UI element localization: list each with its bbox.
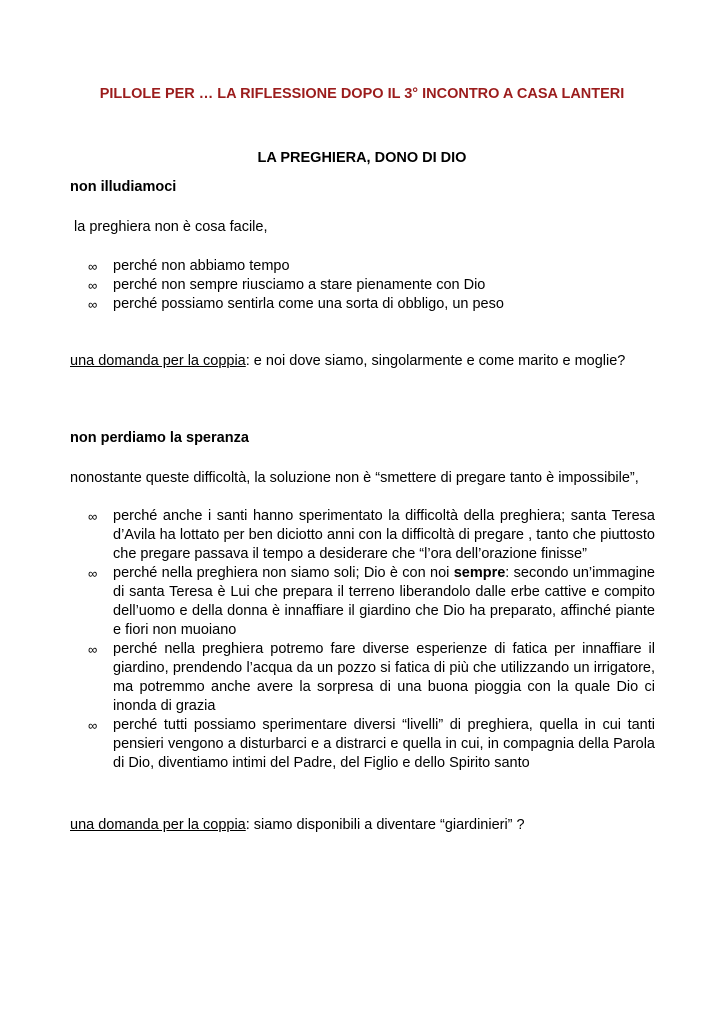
list-item: ∞ perché non sempre riusciamo a stare pienamente con Dio bbox=[88, 277, 486, 293]
section1-heading: non illudiamoci bbox=[70, 179, 177, 195]
infinity-bullet-icon: ∞ bbox=[88, 259, 98, 274]
emphasis-word: sempre bbox=[453, 565, 506, 581]
list-item: ∞ perché anche i santi hanno sperimentato la difficoltà della preghiera; santa Teresa d’Avila ha lottato per ben diciotto anni con la difficoltà di pregare , tanto che piuttosto che pregare passava il tempo a desiderare che “l’ora dell’orazione finisse” bbox=[88, 508, 655, 562]
document-title: PILLOLE PER … LA RIFLESSIONE DOPO IL 3° INCONTRO A CASA LANTERI bbox=[99, 86, 625, 102]
section1-intro: la preghiera non è cosa facile, bbox=[70, 219, 268, 235]
section1-bullet-list bbox=[70, 257, 670, 314]
section1-couple-question bbox=[70, 353, 625, 369]
question-text: : siamo disponibili a diventare “giardinieri” ? bbox=[245, 817, 525, 833]
list-item: ∞ perché nella preghiera potremo fare diverse esperienze di fatica per innaffiare il giardino, prendendo l’acqua da un pozzo si fatica di più che utilizzando un irrigatore, ma potremmo anche avere la sorpresa di una buona pioggia con la quale Dio ci inonda di grazia bbox=[88, 641, 655, 714]
list-item: ∞ perché tutti possiamo sperimentare diversi “livelli” di preghiera, quella in cui tanti pensieri vengono a disturbarci e a distrarci e quella in cui, in compagnia della Parola di Dio, diventiamo intimi del Padre, del Figlio e dello Spirito santo bbox=[88, 717, 655, 771]
list-item: ∞ perché possiamo sentirla come una sorta di obbligo, un peso bbox=[88, 296, 504, 312]
infinity-bullet-icon: ∞ bbox=[88, 566, 98, 581]
section2-heading: non perdiamo la speranza bbox=[70, 430, 249, 446]
section2-couple-question bbox=[70, 817, 525, 833]
question-label: una domanda per la coppia bbox=[70, 817, 246, 833]
infinity-bullet-icon: ∞ bbox=[88, 278, 98, 293]
question-label: una domanda per la coppia bbox=[70, 353, 246, 369]
infinity-bullet-icon: ∞ bbox=[88, 642, 98, 657]
list-item: ∞ perché nella preghiera non siamo soli; Dio è con noi sempre: secondo un’immagine di santa Teresa è Lui che prepara il terreno liberandolo dalle erbe cattive e compito dell’uomo e della donna è innaffiare il giardino che Dio ha preparato, affinché piante e fiori non muoiano bbox=[88, 565, 655, 638]
section2-intro: nonostante queste difficoltà, la soluzione non è “smettere di pregare tanto è impossibile”, bbox=[70, 470, 639, 486]
infinity-bullet-icon: ∞ bbox=[88, 718, 98, 733]
document-subtitle: LA PREGHIERA, DONO DI DIO bbox=[257, 150, 467, 166]
infinity-bullet-icon: ∞ bbox=[88, 297, 98, 312]
section2-bullet-list bbox=[70, 507, 655, 773]
infinity-bullet-icon: ∞ bbox=[88, 509, 98, 524]
question-text: : e noi dove siamo, singolarmente e come marito e moglie? bbox=[245, 353, 626, 369]
list-item: ∞ perché non abbiamo tempo bbox=[88, 258, 290, 274]
